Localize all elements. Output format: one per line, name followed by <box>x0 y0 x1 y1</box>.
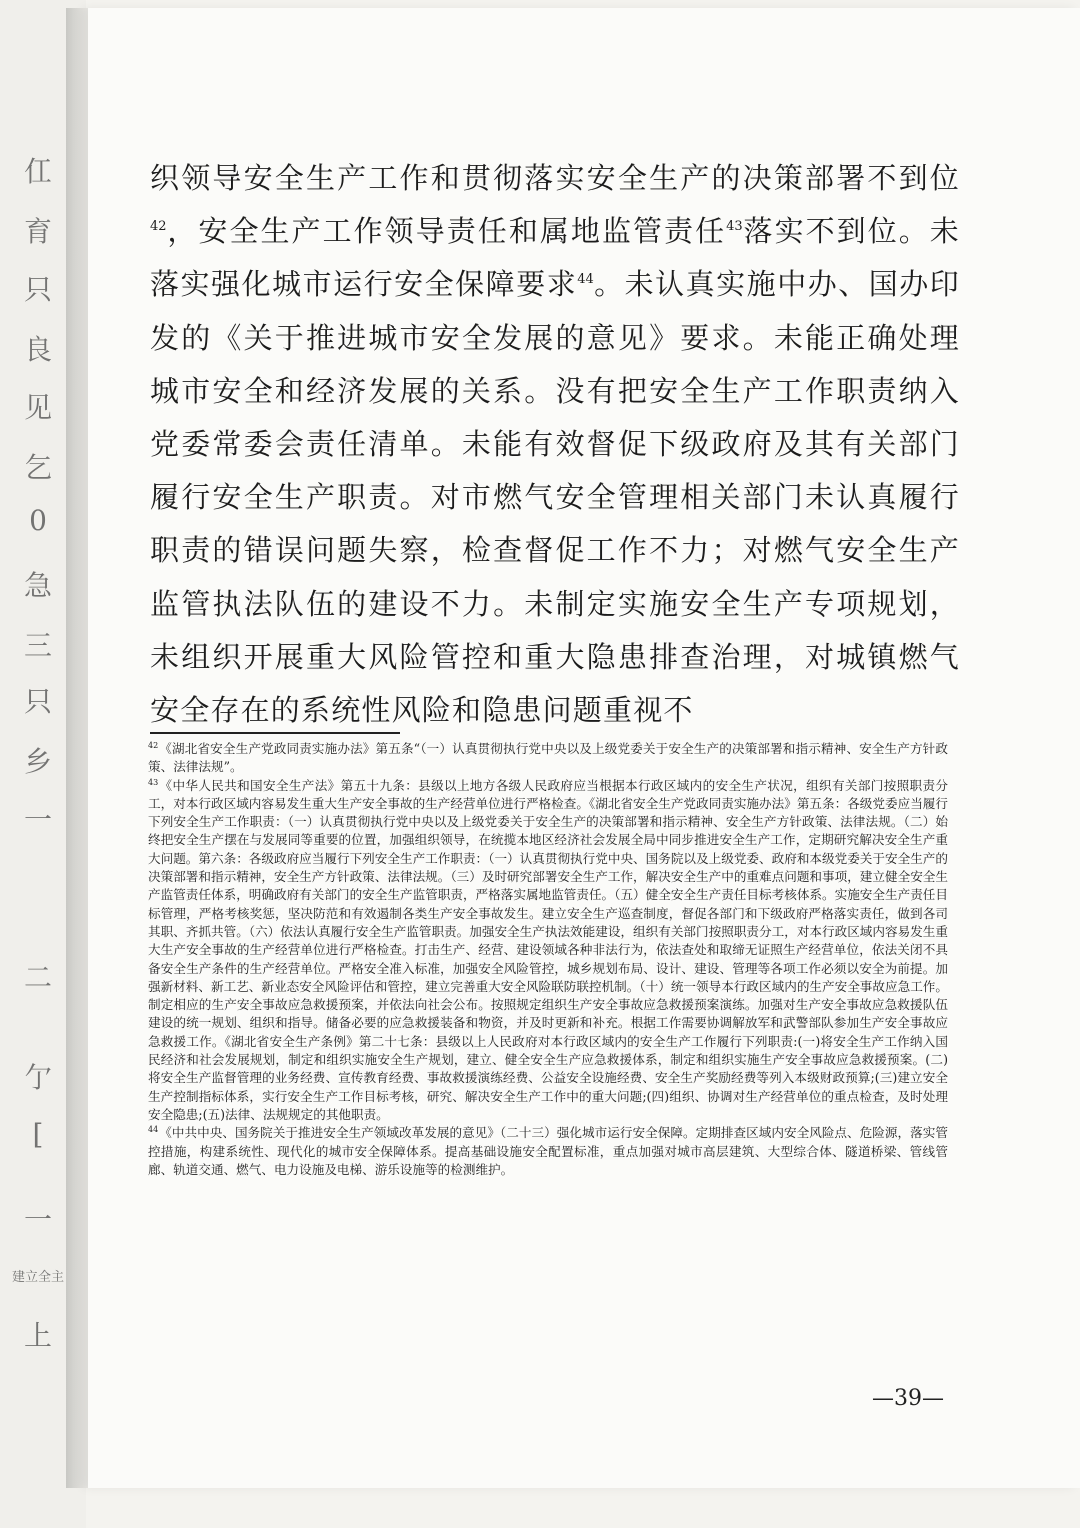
footnote-ref: 44 <box>577 272 594 288</box>
page-number: —39— <box>872 1386 944 1411</box>
body-paragraph <box>150 152 960 737</box>
footnote-number: 42 <box>148 741 159 750</box>
footnote-separator <box>150 732 400 734</box>
bleed-char: 三 <box>23 629 52 662</box>
bleed-char: 一 <box>23 1203 52 1236</box>
footnote-number: 44 <box>148 1125 159 1135</box>
main-body-text <box>150 152 960 737</box>
footnote-43 <box>148 777 948 1125</box>
body-text-run: 。未认真实施中办、国办印发的《关于推进城市安全发展的意见》要求。未能正确处理城市安全和经济发展的关系。没有把安全生产工作职责纳入党委常委会责任清单。未能有效督促下级政府及其有关部门履行安全生产职责。对市燃气安全管理相关部门未认真履行职责的错误问题失察，检查督促工作不力；对燃气安全生产监管执法队伍的建设不力。未制定实施安全生产专项规划，未组织开展重大风险管控和重大隐患排查治理，对城镇燃气安全存在的系统性风险和隐患问题重视不 <box>150 267 960 728</box>
bleed-char: 亇 <box>23 1061 52 1094</box>
body-text-run: ，安全生产工作领导责任和属地监管责任 <box>166 214 727 249</box>
footnote-ref: 42 <box>150 219 167 235</box>
bleed-char: 育 <box>23 215 52 248</box>
bleed-char: 见 <box>23 391 52 424</box>
footnote-44 <box>148 1124 948 1179</box>
footnote-ref: 43 <box>726 219 743 235</box>
footnote-number: 43 <box>148 777 159 787</box>
footnote-text: 《中华人民共和国安全生产法》第五十九条：县级以上地方各级人民政府应当根据本行政区域内的安全生产状况，组织有关部门按照职责分工，对本行政区域内容易发生重大生产安全事故的生产经营单位进行严格检查。《湖北省安全生产党政同责实施办法》第五条：各级党委应当履行下列安全生产工作职责：（一）认真贯彻执行党中央以及上级党委关于安全生产的决策部署和指示精神、安全生产方针政策、法律法规。（二）始终把安全生产摆在与发展同等重要的位置，加强组织领导，在统揽本地区经济社会发展全局中同步推进安全生产工作，定期研究解决安全生产重大问题。第六条：各级政府应当履行下列安全生产工作职责：（一）认真贯彻执行党中央、国务院以及上级党委、政府和本级党委关于安全生产的决策部署和指示精神，安全生产方针政策、法律法规。（三）及时研究部署安全生产工作，解决安全生产中的重难点问题和事项，建立健全安全生产监管责任体系，明确政府有关部门的安全生产监管职责，严格落实属地监管责任。（五）健全安全生产责任目标考核体系。实施安全生产责任目标管理，严格考核奖惩，坚决防范和有效遏制各类生产安全事故发生。建立安全生产巡查制度，督促各部门和下级政府严格落实责任，做到各司其职、齐抓共管。（六）依法认真履行安全生产监管职责。加强安全生产执法效能建设，组织有关部门按照职责分工，对本行政区域内容易发生重大生产安全事故的生产经营单位进行严格检查。打击生产、经营、建设领域各种非法行为，依法查处和取缔无证照生产经营单位，依法关闭不具备安全生产条件的生产经营单位。严格安全准入标准，加强安全风险管控，城乡规划布局、设计、建设、管理等各项工作必须以安全为前提。加强新材料、新工艺、新业态安全风险评估和管控，建立完善重大安全风险联防联控机制。（十）统一领导本行政区域内的生产安全事故应急工作。制定相应的生产安全事故应急救援预案，并依法向社会公布。按照规定组织生产安全事故应急救援预案演练。加强对生产安全事故应急救援队伍建设的统一规划、组织和指导。储备必要的应急救援装备和物资，并及时更新和补充。根据工作需要协调解放军和武警部队参加生产安全事故应急救援工作。《湖北省安全生产条例》第二十七条：县级以上人民政府对本行政区域内的安全生产工作履行下列职责:(一)将安全生产工作纳入国民经济和社会发展规划，制定和组织实施安全生产规划，建立、健全安全生产应急救援体系，制定和组织实施生产安全事故应急救援预案。(二)将安全生产监督管理的业务经费、宣传教育经费、事故救援演练经费、公益安全设施经费、安全生产奖励经费等列入本级财政预算;(三)建立安全生产控制指标体系，实行安全生产工作目标考核，研究、解决安全生产工作中的重大问题;(四)组织、协调对生产经营单位的重点检查，及时处理安全隐患;(五)法律、法规规定的其他职责。 <box>148 777 948 1122</box>
bleed-char: 良 <box>23 333 52 366</box>
footnote-text: 《中共中央、国务院关于推进安全生产领域改革发展的意见》（二十三）强化城市运行安全保障。定期排查区域内安全风险点、危险源，落实管控措施，构建系统性、现代化的城市安全保障体系。提高基础设施安全配置标准，重点加强对城市高层建筑、大型综合体、隧道桥梁、管线管廊、轨道交通、燃气、电力设施及电梯、游乐设施等的检测维护。 <box>148 1125 948 1177</box>
bleed-char: 上 <box>23 1319 52 1352</box>
bleed-char: 只 <box>23 685 52 718</box>
body-text-run: 落实不到位。未落实强化城市运行安全保障要求 <box>150 214 960 302</box>
bleed-char: 急 <box>23 569 52 602</box>
bleed-char: 0 <box>29 504 47 537</box>
bleed-char: 乞 <box>23 451 52 484</box>
bleed-char: 仜 <box>23 155 52 188</box>
bleed-char: 二 <box>23 961 52 994</box>
footnote-42 <box>148 740 948 777</box>
footnote-text: 《湖北省安全生产党政同责实施办法》第五条“（一）认真贯彻执行党中央以及上级党委关于安全生产的决策部署和指示精神、安全生产方针政策、法律法规”。 <box>148 741 948 775</box>
bleed-char: 建立全主 <box>11 1270 64 1285</box>
bleed-char: 只 <box>23 273 52 306</box>
bleed-char: [ <box>32 1118 44 1151</box>
footnotes <box>148 740 948 1179</box>
bleed-char: 乡 <box>23 745 52 778</box>
bleed-char: 一 <box>23 803 52 836</box>
body-text-run: 织领导安全生产工作和贯彻落实安全生产的决策部署不到位 <box>150 161 960 195</box>
